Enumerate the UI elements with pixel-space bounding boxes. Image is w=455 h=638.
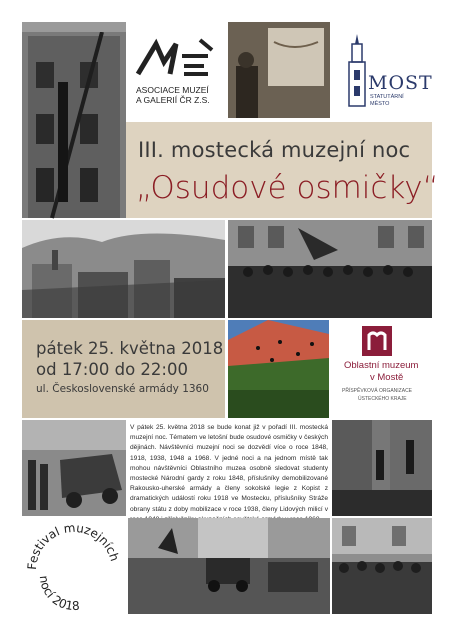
- description-text: V pátek 25. května 2018 se bude konat již v pořadí III. mostecká muzejní noc. Tématem ve letošní bude osudové osmičky v českých dějinách. Návštěvníci muzejní noci se dozvědí více o roce 1848, 1918, 1938, 1948 a 1968. V jedné noci a na jednom místě tak mohou návštěvníci Oblastního muzea osobně sledovat studenty mostecké Národní gardy z roku 1848, příslušníky demobilizované Rakousko-uherské armády a členy sokolské legie z Kopist z dramatických událostí roku 1918 ve Mostecku, příslušníky Stráže obrany státu z doby mobilizace v roce 1938, členy Lidových milicí v: [130, 424, 328, 513]
- photo-colorful-illustration: [228, 320, 329, 418]
- festival-bottom-text: nocí 2018: [36, 574, 81, 614]
- amg-monogram-icon: [130, 36, 222, 80]
- museum-sub2: ÚSTECKÉHO KRAJE: [358, 396, 407, 402]
- photo-crowd-cars: [128, 518, 330, 614]
- event-time: od 17:00 do 22:00: [36, 360, 188, 379]
- museum-line1: Oblastní muzeum: [344, 360, 419, 371]
- museum-line2: v Mostě: [370, 372, 404, 383]
- event-address: ul. Československé armády 1360: [36, 383, 209, 395]
- title-line2: „Osudové osmičky“: [136, 170, 439, 206]
- crescent-moon-icon: [66, 548, 88, 592]
- title-line1: III. mostecká muzejní noc: [138, 138, 411, 162]
- event-date: pátek 25. května 2018: [36, 339, 224, 358]
- festival-logo: [22, 518, 126, 614]
- photo-soldiers-group: [228, 220, 432, 318]
- photo-building-flags: [22, 22, 126, 218]
- svg-text:Festival muzejních: [25, 521, 122, 571]
- photo-armored-car: [22, 420, 126, 516]
- museum-m-icon: [362, 326, 392, 356]
- museum-sub1: PŘÍSPĚVKOVÁ ORGANIZACE: [342, 388, 413, 394]
- amg-logo: [130, 36, 222, 116]
- photo-soldier-banner: [228, 22, 330, 118]
- amg-line1: ASOCIACE MUZEÍ: [136, 85, 209, 95]
- most-name: MOST: [368, 72, 433, 94]
- festival-top-text: Festival muzejních: [24, 520, 122, 571]
- photo-crowd-square: [332, 518, 432, 614]
- most-logo: [342, 34, 438, 114]
- most-sub2: MĚSTO: [370, 101, 390, 107]
- photo-city-panorama: [22, 220, 225, 318]
- photo-street-flags: [332, 420, 432, 516]
- amg-line2: A GALERIÍ ČR Z.S.: [136, 95, 210, 105]
- church-tower-icon: [342, 34, 372, 106]
- svg-text:nocí 2018: [37, 575, 80, 613]
- museum-logo: [334, 322, 434, 418]
- most-sub1: STATUTÁRNÍ: [370, 94, 404, 100]
